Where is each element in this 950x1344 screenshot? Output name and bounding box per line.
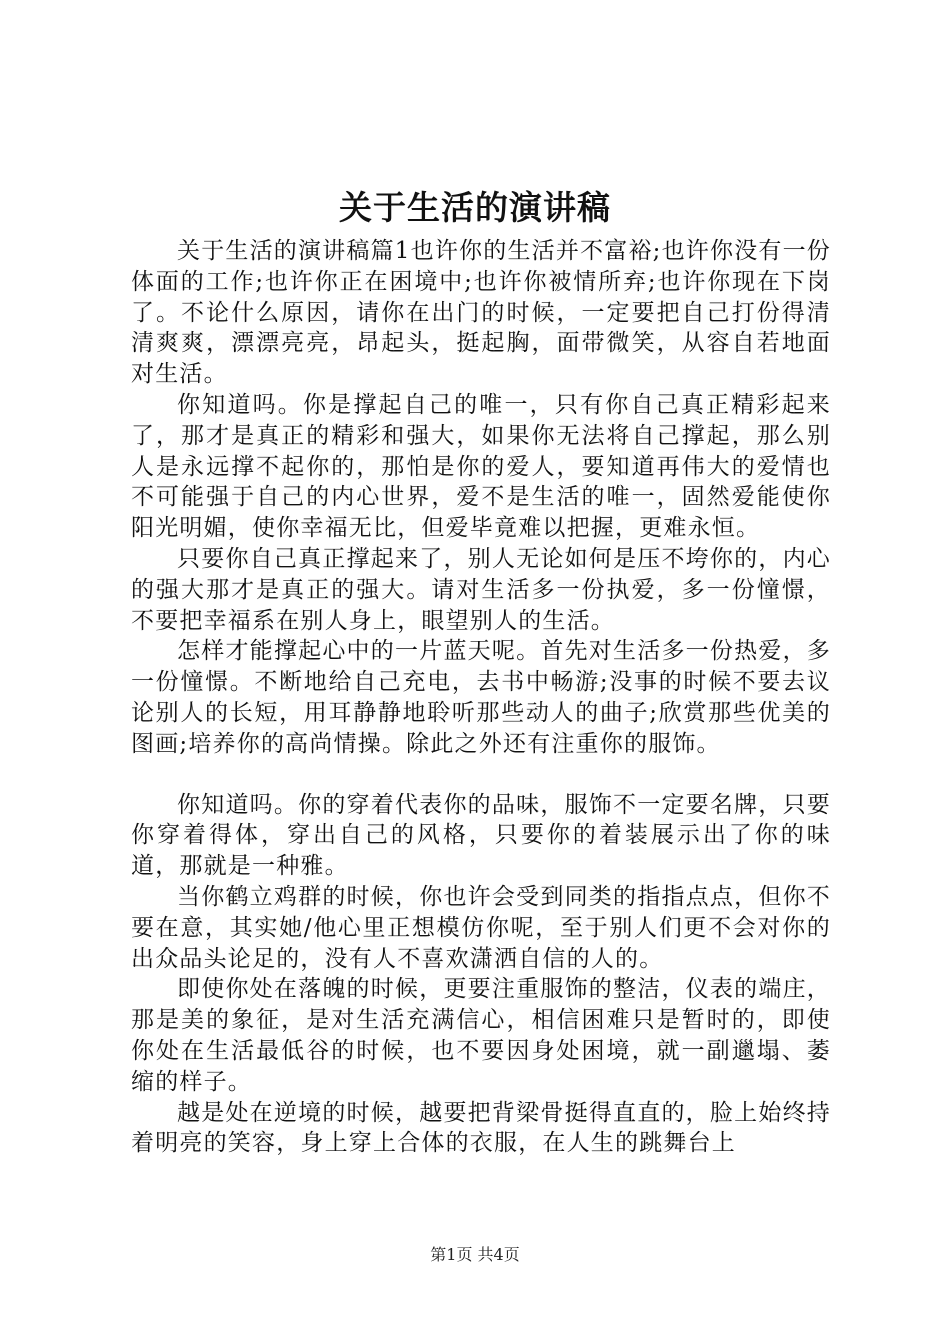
paragraph: 怎样才能撑起心中的一片蓝天呢。首先对生活多一份热爱，多一份憧憬。不断地给自己充电，去书中畅游;没事的时候不要去议论别人的长短，用耳静静地聆听那些动人的曲子;欣赏那些优美的图画;培养你的高尚情操。除此之外还有注重你的服饰。 <box>131 638 831 757</box>
paragraph: 关于生活的演讲稿篇1也许你的生活并不富裕;也许你没有一份体面的工作;也许你正在困境中;也许你被情所弃;也许你现在下岗了。不论什么原因，请你在出门的时候，一定要把自己打份得清清爽爽，漂漂亮亮，昂起头，挺起胸，面带微笑，从容自若地面对生活。 <box>131 238 831 388</box>
paragraph: 只要你自己真正撑起来了，别人无论如何是压不垮你的，内心的强大那才是真正的强大。请对生活多一份执爱，多一份憧憬，不要把幸福系在别人身上，眼望别人的生活。 <box>131 545 831 634</box>
paragraph: 你知道吗。你的穿着代表你的品味，服饰不一定要名牌，只要你穿着得体，穿出自己的风格，只要你的着装展示出了你的味道，那就是一种雅。 <box>131 791 831 880</box>
paragraph: 即使你处在落魄的时候，更要注重服饰的整洁，仪表的端庄，那是美的象征，是对生活充满信心，相信困难只是暂时的，即使你处在生活最低谷的时候，也不要因身处困境，就一副邋塌、萎缩的样子。 <box>131 976 831 1095</box>
document-title: 关于生活的演讲稿 <box>339 188 611 227</box>
page-number-footer: 第1页 共4页 <box>430 1245 520 1264</box>
document-body <box>131 236 831 1159</box>
paragraph: 你知道吗。你是撑起自己的唯一，只有你自己真正精彩起来了，那才是真正的精彩和强大，如果你无法将自己撑起，那么别人是永远撑不起你的，那怕是你的爱人，要知道再伟大的爱情也不可能强于自己的内心世界，爱不是生活的唯一，固然爱能使你阳光明媚，使你幸福无比，但爱毕竟难以把握，更难永恒。 <box>131 391 831 542</box>
paragraph: 越是处在逆境的时候，越要把背梁骨挺得直直的，脸上始终持着明亮的笑容，身上穿上合体的衣服，在人生的跳舞台上 <box>131 1099 831 1157</box>
paragraph: 当你鹤立鸡群的时候，你也许会受到同类的指指点点，但你不要在意，其实她/他心里正想模仿你呢，至于别人们更不会对你的出众品头论足的，没有人不喜欢潇洒自信的人的。 <box>131 883 831 972</box>
